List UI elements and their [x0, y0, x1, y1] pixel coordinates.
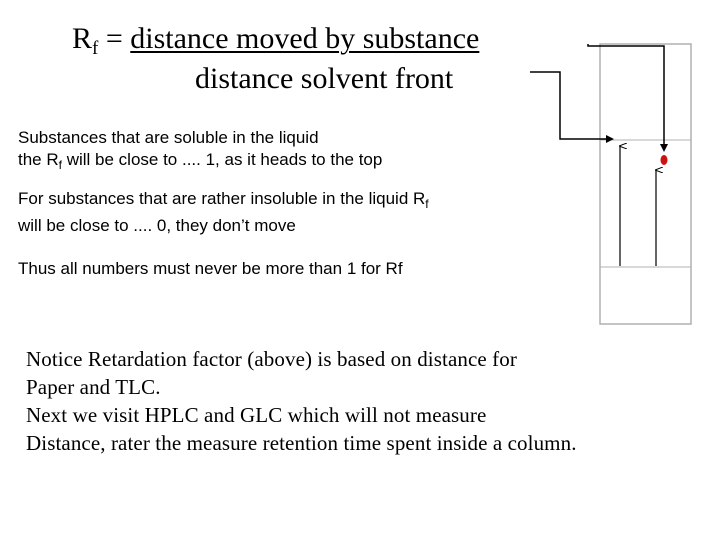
denominator-connector: [530, 72, 612, 139]
insoluble-line-1-sub: f: [425, 197, 429, 211]
notice-line-3: Next we visit HPLC and GLC which will not measure: [26, 403, 487, 427]
substance-spot: [661, 155, 668, 165]
soluble-line-1: Substances that are soluble in the liquid: [18, 128, 319, 147]
rf-subscript: f: [92, 38, 99, 59]
rf-numerator: distance moved by substance: [130, 22, 480, 55]
equals-sign: =: [98, 22, 131, 55]
notice-line-4: Distance, rater the measure retention time spent inside a column.: [26, 431, 577, 455]
insoluble-paragraph: [18, 188, 429, 237]
insoluble-line-2: will be close to .... 0, they don’t move: [18, 216, 296, 235]
rf-denominator: distance solvent front: [195, 62, 454, 95]
insoluble-line-1-pre: For substances that are rather insoluble in the liquid R: [18, 189, 426, 208]
soluble-line-2-pre: the R: [18, 150, 59, 169]
notice-line-1: Notice Retardation factor (above) is based on distance for: [26, 347, 517, 371]
numerator-connector: [588, 44, 664, 150]
notice-line-2: Paper and TLC.: [26, 375, 161, 399]
rf-formula-line: [72, 22, 479, 66]
notice-paragraph: [26, 345, 577, 457]
soluble-line-2-sub: f: [58, 158, 62, 172]
insoluble-line-1: [18, 188, 429, 215]
tlc-plate: [600, 44, 691, 324]
soluble-paragraph: [18, 127, 382, 176]
rf-symbol: R: [72, 22, 93, 55]
soluble-line-2-post: will be close to .... 1, as it heads to the top: [61, 150, 383, 169]
soluble-line-2: [18, 149, 382, 176]
rule-paragraph: Thus all numbers must never be more than 1 for Rf: [18, 259, 403, 278]
